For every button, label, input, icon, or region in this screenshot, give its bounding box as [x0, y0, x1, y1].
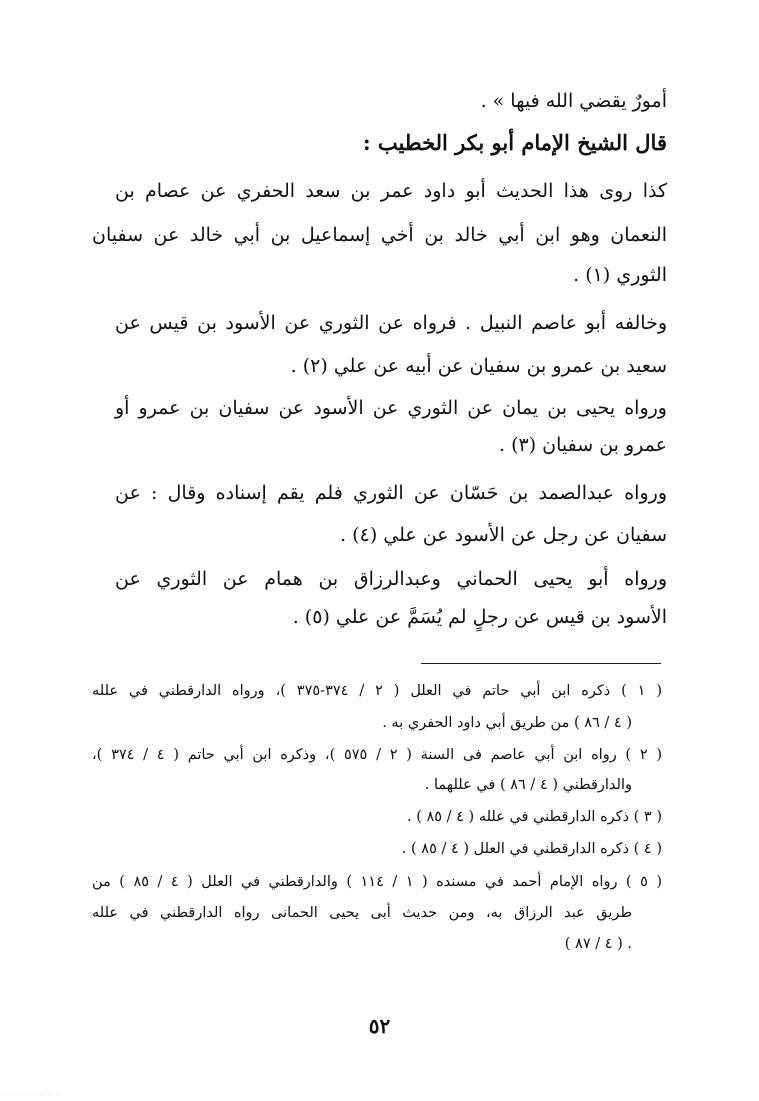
footnote-1-line-1: ( ١ ) ذكره ابن أبي حاتم في العلل ( ٢ / ٣٧٤-٣٧٥ )، ورواه الدارقطني في علله [92, 683, 662, 699]
paragraph-2-line-1: وخالفه أبو عاصم النبيل . فرواه عن الثوري عن الأسود بن قيس عن [115, 312, 667, 334]
footnote-3: ( ٣ ) ذكره الدارقطني في علله ( ٤ / ٨٥ ) . [406, 809, 662, 825]
paragraph-1-line-3: الثوري (١) . [573, 264, 667, 286]
scan-specks: · · · · · · · · [2, 1093, 61, 1100]
continuation-line: أمورٌ يقضي الله فيها » . [480, 90, 667, 112]
paragraph-5-line-2: الأسود بن قيس عن رجلٍ لم يُسَمَّ عن علي (٥) . [292, 606, 667, 628]
paragraph-1-line-1: كذا روى هذا الحديث أبو داود عمر بن سعد الحفري عن عصام بن [115, 180, 667, 202]
footnote-5-line-2: طريق عبد الرزاق به، ومن حديث أبى يحيى الحمانى رواه الدارقطني في علله [92, 905, 632, 921]
footnote-4: ( ٤ ) ذكره الدارقطني في العلل ( ٤ / ٨٥ ) . [401, 841, 662, 857]
paragraph-3-line-1: ورواه يحيى بن يمان عن الثوري عن الأسود عن سفيان بن عمرو أو [115, 397, 667, 419]
footnote-separator [421, 663, 661, 664]
footnote-2-line-1: ( ٢ ) رواه ابن أبي عاصم فى السنة ( ٢ / ٥٧٥ )، وذكره ابن أبي حاتم ( ٤ / ٣٧٤ )، [92, 747, 662, 763]
paragraph-4-line-2: سفيان عن رجل عن الأسود عن علي (٤) . [340, 524, 667, 546]
paragraph-1-line-2: النعمان وهو ابن أبي خالد بن أخي إسماعيل بن أبي خالد عن سفيان [92, 224, 667, 246]
footnote-5-line-1: ( ٥ ) رواه الإمام أحمد في مسنده ( ١ / ١١٤ ) والدارقطني في العلل ( ٤ / ٨٥ ) من [92, 874, 663, 890]
paragraph-2-line-2: سعيد بن عمرو بن سفيان عن أبيه عن علي (٢) . [290, 355, 667, 377]
footnote-2-line-2: والدارقطني ( ٤ / ٨٦ ) في عللهما . [424, 777, 632, 793]
paragraph-5-line-1: ورواه أبو يحيى الحماني وعبدالرزاق بن همام عن الثوري عن [115, 568, 667, 590]
paragraph-4-line-1: ورواه عبدالصمد بن حَسّان عن الثوري فلم يقم إسناده وقال : عن [115, 482, 667, 504]
page-number: ٥٢ [368, 1014, 391, 1038]
section-heading: قال الشيخ الإمام أبو بكر الخطيب : [362, 130, 667, 155]
paragraph-3-line-2: عمرو بن سفيان (٣) . [499, 434, 667, 456]
footnote-1-line-2: ( ٤ / ٨٦ ) من طريق أبي داود الحفري به . [382, 715, 632, 731]
footnote-5-line-3: ( ٤ / ٨٧ ) . [564, 936, 632, 952]
